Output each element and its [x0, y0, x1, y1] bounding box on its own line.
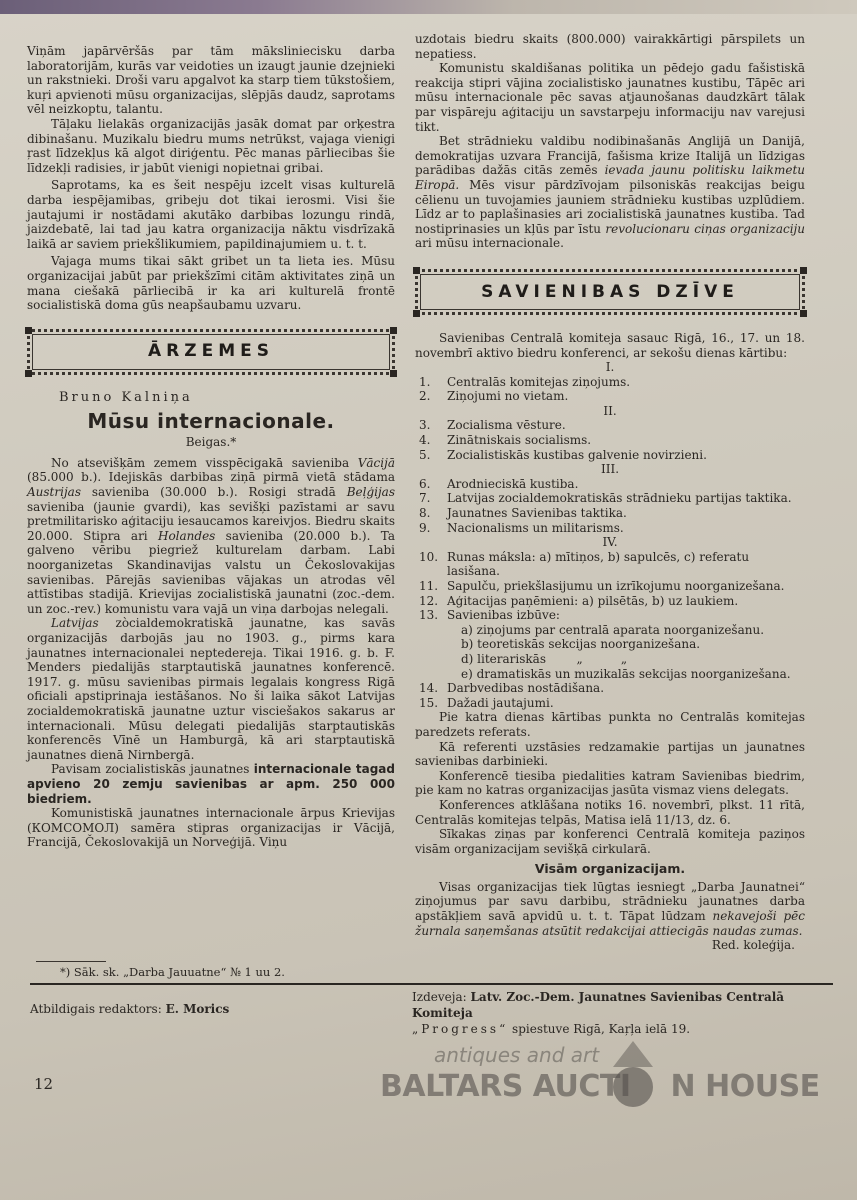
publisher-label: Izdeveja: — [412, 989, 467, 1004]
section-heading-text: ĀRZEMES — [148, 341, 274, 362]
article-title: Mūsu internacionale. — [87, 409, 335, 434]
conference-note: Pie katra dienas kārtibas punkta no Centralās komitejas paredzets referats. — [415, 710, 805, 739]
paragraph: Latvijas zòcialdemokratiskā jaunatne, kas savās organizacijās darbojās jau no 1903. g., pirms kara jaunatnes internacionalei neptedereja. Tikai 1916. g. b. F. Menders piedalijās starptautiskā jaunatnes konferencē. 1917. g. mūsu savienibas pirmais legalais kongress Rigā oficiali apstiprinaja iestāšanos. No ši laika sākot Latvijas zocialdemokratiskā jaunatne uztur visciešakos sakarus ar internacionali. Mūsu delegati piedalijās starptautiskās konferencēs Vīnē un Hamburgā, kā ari starptautiskā jaunatnes dienā Nirnbergā. — [27, 616, 395, 762]
watermark-tagline: antiques and art — [434, 1042, 600, 1067]
paragraph: Vajaga mums tikai sākt gribet un ta lieta ies. Mūsu organizacijai jabūt par priekšzīmi citām aktivitates ziņā un mana ciešakā pārliecibā ir ka ari kulturelā frontē socialistiskā doma gūs neapšaubamu uzvaru. — [27, 254, 395, 313]
agenda-item: 8. Jaunatnes Savienibas taktika. — [419, 506, 627, 521]
imprint-row — [30, 989, 833, 1037]
agenda-section-numeral: III. — [600, 462, 620, 477]
section-heading-arzemes — [27, 329, 395, 375]
ornament-corner-icon — [25, 327, 32, 334]
paragraph: Saprotams, ka es šeit nespēju izcelt visas kulturelā darba iespējamibas, gribeju dot tikai ierosmi. Visi šie jautajumi ir nostādami akutāko darbibas lozungu rindā, jaizdebatē, lai tad jau katra organizacija nāktu visdrīzakā laikā ar saviem priekšlikumiem, papildinajumiem u. t. t. — [27, 178, 395, 251]
footer — [0, 953, 857, 1037]
agenda-item: 9. Nacionalisms un militarisms. — [419, 520, 624, 535]
ornament-corner-icon — [413, 310, 420, 317]
conference-note: Konferencē tiesiba piedalities katram Savienibas biedrim, pie kam no katras organizacijas jasūta vismaz viens delegats. — [415, 768, 805, 798]
paragraph: Bet strādnieku valdibu nodibinašanās Anglijā un Danijā, demokratijas uzvara Francijā, fašisma krize Italijā un līdzigas parādibas dažās citās zemēs ievada jaunu politisku laikmetu Eiropā. Mēs visur pārdzīvojam pilsoniskās reakcijas beigu cēlienu un tuvojamies jauniem strādnieku kustibas uzplūdiem. Līdz ar to paplašinasies ari zocialistiskā jaunatnes kustiba. Tad nostiprinasies un kļūs par īstu revolucionaru ciņas organizaciju ari mūsu internacionale. — [415, 134, 805, 251]
agenda-item: 3. Zocialisma vēsture. — [419, 418, 566, 433]
printer-imprint — [412, 1021, 833, 1037]
agenda — [415, 360, 805, 710]
emphasis-text: internacionale tagad apvieno 20 zemju savienibas ar apm. 250 000 biedriem. — [27, 762, 395, 806]
ornament-corner-icon — [413, 267, 420, 274]
agenda-item: 2. Ziņojumi no vietam. — [419, 389, 569, 404]
agenda-subitem: e) dramatiskās un muzikalās sekcijas noorganizešana. — [461, 666, 791, 681]
agenda-section-numeral: I. — [605, 360, 615, 375]
paragraph: uzdotais biedru skaits (800.000) vairakkārtigi pārspilets un nepatiess. — [415, 32, 805, 61]
editor-imprint — [30, 989, 412, 1017]
agenda-section-numeral: IV. — [602, 535, 618, 550]
agenda-item: 11. Sapulču, priekšlasijumu un izrīkojumu noorganizešana. — [419, 579, 785, 593]
country-name: Latvijas — [51, 616, 99, 631]
printer-name: „Progress“ — [412, 1021, 509, 1036]
publisher-name: Latv. Zoc.-Dem. Jaunatnes Savienibas Centralā Komiteja — [412, 989, 785, 1020]
right-column — [415, 32, 805, 953]
watermark-brand: BALTARS AUCTI N HOUSE — [380, 1068, 820, 1104]
conference-note: Konferences atklāšana notiks 16. novembrī, plkst. 11 rītā, Centralās komitejas telpās, Matisa ielā 11/13, dz. 6. — [415, 797, 805, 827]
agenda-subitem: d) literariskās „ „ — [461, 651, 628, 666]
agenda-item: 10. Runas máksla: a) mītiņos, b) sapulcēs, c) referatu lasišana. — [419, 549, 750, 579]
agenda-item: 14. Darbvedibas nostādišana. — [419, 681, 605, 696]
signature: Red. koleģija. — [711, 938, 795, 953]
notice-paragraph: Visas organizacijas tiek lūgtas iesniegt „Darba Jaunatnei“ ziņojumus par savu darbibu, strādnieku jaunatnes darba apstākļiem savā apvidū u. t. t. Tāpat lūdzam nekavejoši pēc žurnala saņemšanas atsūtit redakcijai attiecigās naudas zumas. — [415, 879, 805, 938]
agenda-item: 1. Centralās komitejas ziņojums. — [419, 374, 631, 389]
country-name: Beļģijas — [346, 485, 395, 500]
conference-note: Sīkakas ziņas par konferenci Centralā komiteja paziņos visām organizacijam sevišķā cirkularā. — [415, 827, 805, 856]
section-heading-text: SAVIENIBAS DZĪVE — [481, 281, 739, 302]
bottom-area — [0, 1041, 857, 1121]
agenda-item: 15. Dažadi jautajumi. — [419, 695, 554, 710]
paragraph: No atsevišķām zemem visspēcigakā savieniba Vācijā (85.000 b.). Idejiskās darbibas ziņā pirmā vietā stādama Austrijas savieniba (30.000 b.). Rosigi stradā Beļģijas savieniba (jaunie gvardi), kas sevišķi pazīstami ar savu pretmilitarisko aģitaciju iesaucamos kareivjos. Biedru skaits 20.000. Stipra ari Holandes savieniba (20.000 b.). Ta galveno vēribu piegriež kulturelam darbam. Labi noorganizetas Skandinavijas valstu un Čekoslovakijas savienibas. Pārejās savienibas vājakas un atrodas vēl attīstibas stadijā. Krievijas zocialistiskā jaunatni (zoc.-dem. un zoc.-rev.) komunistu vara vajā un viņa darbojas nelegali. — [27, 455, 395, 616]
paragraph: Pavisam zocialistiskās jaunatnes internacionale tagad apvieno 20 zemju savienibas ar apm. 250 000 biedriem. — [27, 762, 395, 806]
agenda-section-numeral: II. — [603, 403, 617, 418]
agenda-subitem: a) ziņojums par centralā aparata noorganizešanu. — [461, 622, 765, 637]
agenda-subitem: b) teoretiskās sekcijas noorganizešana. — [461, 637, 701, 652]
footnote: *) Sāk. sk. „Darba Jauuatne“ № 1 uu 2. — [60, 964, 285, 979]
page-edge-background — [0, 0, 857, 14]
left-column — [27, 44, 395, 850]
notice-heading: Visām organizacijam. — [534, 861, 686, 877]
editor-label: Atbildigais redaktors: — [30, 1001, 162, 1016]
agenda-item: 12. Aģitacijas paņēmieni: a) pilsētās, b) uz laukiem. — [419, 593, 739, 608]
footnote-divider — [36, 961, 106, 962]
agenda-item: 5. Zocialistiskās kustibas galvenie novirzieni. — [419, 447, 707, 462]
footer-divider — [30, 983, 833, 985]
ornament-corner-icon — [25, 370, 32, 377]
announcement: Savienibas Centralā komiteja sasauc Rigā, 16., 17. un 18. novembrī aktivo biedru konferenci, ar sekošu dienas kārtibu: — [415, 330, 805, 360]
printer-address: spiestuve Rigā, Kaŗļa ielā 19. — [508, 1021, 691, 1036]
ornament-corner-icon — [800, 267, 807, 274]
publisher-imprint — [412, 989, 833, 1037]
page-number: 12 — [34, 1074, 54, 1093]
ornament-corner-icon — [800, 310, 807, 317]
columns — [0, 14, 857, 953]
paragraph: Tāļaku lielakās organizacijās jasāk domat par orķestra dibinašanu. Muzikalu biedru mums netrūkst, vajaga vienigi ŗast līdzekļus kā algot diriģentu. Pēc manas pārliecibas šie līdzekļi radisies, ir jabūt vienigi nopietnai gribai. — [27, 116, 395, 175]
article-subtitle: Beigas.* — [185, 435, 237, 450]
ornament-corner-icon — [390, 327, 397, 334]
paragraph: Komunistu skaldišanas politika un pēdejo gadu fašistiskā reakcija stipri vājina zocialistisko jaunatnes kustibu, Tāpēc ari mūsu internacionale pēc savas atjaunošanas daudzkārt tālak par vispāreju aģitaciju un savstarpeju informaciju nav varejusi tikt. — [415, 61, 805, 134]
editor-name: E. Morics — [165, 1001, 230, 1016]
country-name: Holandes — [157, 528, 216, 543]
agenda-item: 13. Savienibas izbūve: — [419, 608, 560, 623]
country-name: Austrijas — [27, 485, 81, 500]
paragraph: Viņām japārvēršās par tām māksliniecisku darba laboratorijām, kurās var veidoties un izaugt jaunie dzejnieki un rakstnieki. Droši varu apgalvot ka starp tiem tūkstošiem, kuŗi apvienoti mūsu organizacijas, slēpjās daudz, saprotams vēl neizkoptu, talantu. — [27, 44, 395, 117]
agenda-item: 6. Arodnieciskā kustiba. — [419, 476, 579, 491]
paragraph: Komunistiskā jaunatnes internacionale ārpus Krievijas (КОМСОМОЛ) samēra stipras organizacijas ir Vācijā, Francijā, Čekoslovakijā un Norveģijā. Viņu — [27, 806, 395, 850]
agenda-item: 4. Zinātniskais socialisms. — [419, 433, 592, 448]
watermark-crown-icon — [613, 1041, 653, 1067]
conference-note: Kā referenti uzstāsies redzamakie partijas un jaunatnes savienibas darbinieki. — [415, 739, 805, 769]
country-name: Vācijā — [357, 455, 395, 470]
agenda-item: 7. Latvijas zocialdemokratiskās strādnieku partijas taktika. — [419, 491, 792, 506]
section-heading-savienibas-dzive — [415, 269, 805, 315]
ornament-corner-icon — [390, 370, 397, 377]
article-author: Bruno Kalniņa — [59, 389, 193, 405]
